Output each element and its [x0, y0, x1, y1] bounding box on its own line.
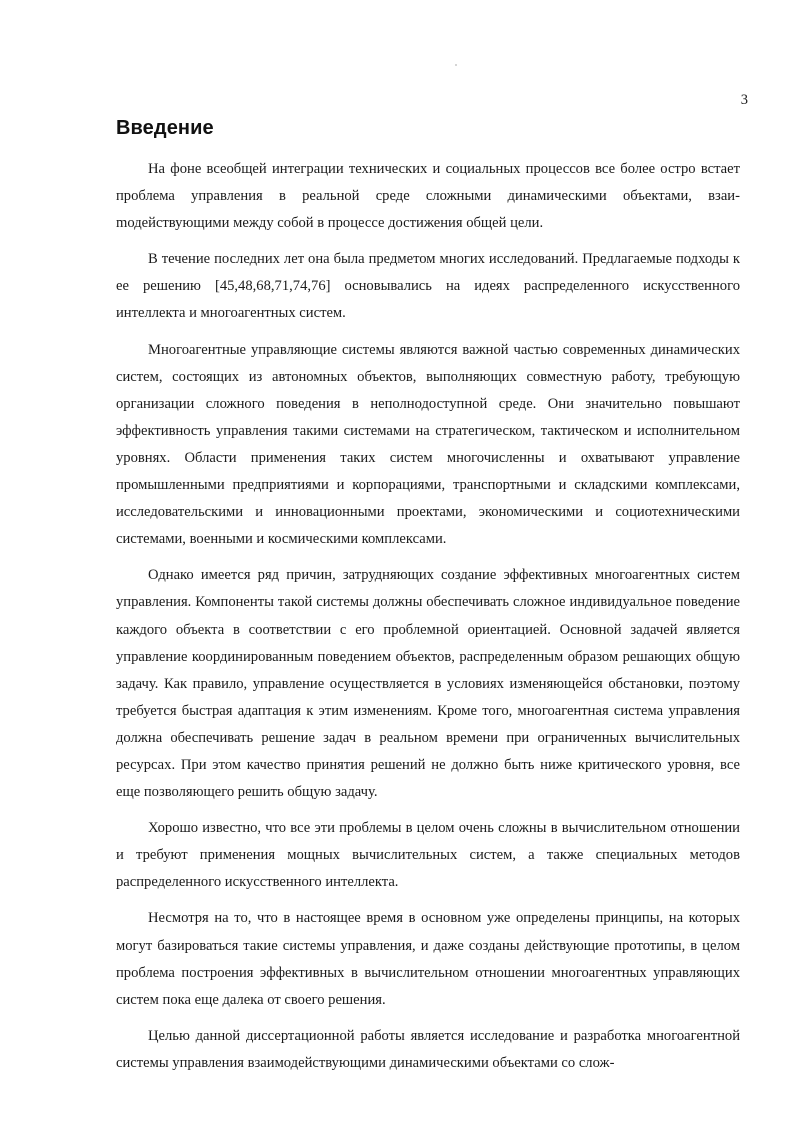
page-number: 3 [740, 92, 748, 108]
section-heading: Введение [116, 117, 214, 139]
paragraph: В течение последних лет она была предметом многих исследований. Предлагаемые подходы к ее решению [45,48,68,71,74,76] основывались на идеях распределенного искусственного интеллекта и многоагентных систем. [116, 251, 740, 322]
scan-artifact [455, 64, 457, 66]
paragraph: На фоне всеобщей интеграции технических и социальных процессов все более остро встает проблема управления в реальной среде сложными динамическими объектами, взаиmодействующими между собой в процессе достижения общей цели. [116, 161, 740, 232]
paragraph: Однако имеется ряд причин, затрудняющих создание эффективных многоагентных систем управления. Компоненты такой системы должны обеспечивать сложное индивидуальное поведение каждого объекта в соответствии с его проблемной ориентацией. Основной задачей является управление координированным поведением объектов, распределенным образом решающих общую задачу. Как правило, управление осуществляется в условиях изменяющейся обстановки, поэтому требуется быстрая адаптация к этим изменениям. Кроме того, многоагентная система управления должна обеспечивать решение задач в реальном времени при ограниченных вычислительных ресурсах. При этом качество принятия решений не должно быть ниже критического уровня, все еще позволяющего решить общую задачу. [116, 567, 740, 801]
paragraph: Целью данной диссертационной работы является исследование и разработка многоагентной системы управления взаимодействующими динамическими объектами со слож- [116, 1027, 740, 1071]
body-text [116, 156, 740, 1086]
paragraph: Несмотря на то, что в настоящее время в основном уже определены принципы, на которых могут базироваться такие системы управления, и даже созданы действующие прототипы, в целом проблема построения эффективных в вычислительном отношении многоагентных управляющих систем пока еще далека от своего решения. [116, 910, 740, 1008]
paragraph: Многоагентные управляющие системы являются важной частью современных динамических систем, состоящих из автономных объектов, выполняющих совместную работу, требующую организации сложного поведения в неполнодоступной среде. Они значительно повышают эффективность управления такими системами на стратегическом, тактическом и исполнительном уровнях. Области применения таких систем многочисленны и охватывают управление промышленными предприятиями и корпорациями, транспортными и складскими комплексами, исследовательскими и инновационными проектами, экономическими и социотехническими системами, военными и космическими комплексами. [116, 341, 740, 548]
paragraph: Хорошо известно, что все эти проблемы в целом очень сложны в вычислительном отношении и требуют применения мощных вычислительных систем, а также специальных методов распределенного искусственного интеллекта. [116, 820, 740, 891]
